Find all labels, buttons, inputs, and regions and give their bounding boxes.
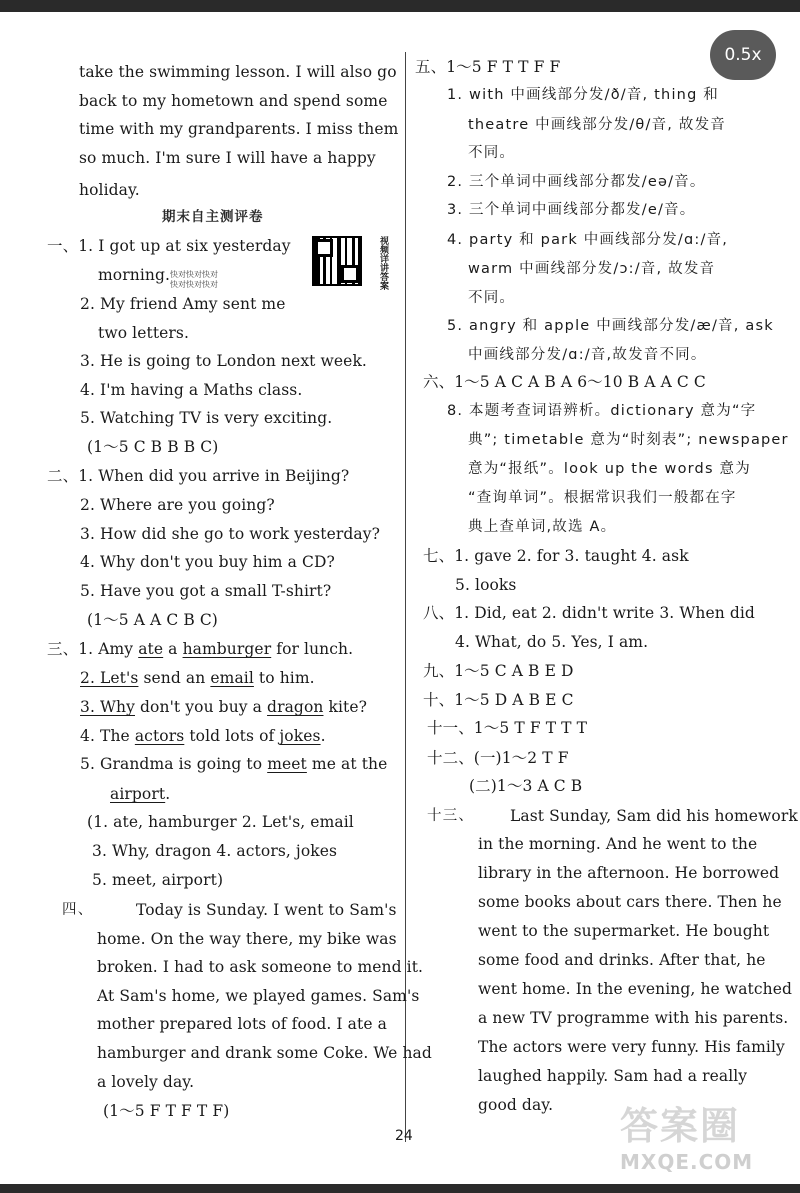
intro-line: back to my hometown and spend some: [79, 92, 388, 110]
passage-line: a new TV programme with his parents.: [478, 1009, 789, 1027]
passage-line: went home. In the evening, he watched: [478, 980, 793, 998]
zoom-badge[interactable]: 0.5x: [710, 30, 776, 80]
answer-line: 3. Why don't you buy a dragon kite?: [80, 698, 368, 716]
intro-line: time with my grandparents. I miss them: [79, 120, 399, 138]
answer-line: 5. looks: [455, 576, 517, 594]
answer-line: 5. angry 和 apple 中画线部分发/æ/音, ask: [447, 318, 774, 334]
watermark-logo: 答案圈 MXQE.COM: [620, 1104, 754, 1174]
answer-line: 3. Why, dragon 4. actors, jokes: [92, 842, 338, 860]
answer-line: 2. Where are you going?: [80, 496, 275, 514]
answer-line: 2. Let's send an email to him.: [80, 669, 315, 687]
answer-line: (1～5 F T F T F): [103, 1102, 230, 1120]
passage-line: hamburger and drank some Coke. We had: [97, 1044, 432, 1062]
answer-line: 4. What, do 5. Yes, I am.: [455, 633, 649, 651]
passage-line: laughed happily. Sam had a really: [478, 1067, 748, 1085]
answer-line: 十、1～5 D A B E C: [423, 691, 574, 709]
answer-line: 不同。: [468, 290, 516, 306]
passage-line: good day.: [478, 1096, 554, 1114]
passage-line: library in the afternoon. He borrowed: [478, 864, 780, 882]
passage-line: home. On the way there, my bike was: [97, 930, 397, 948]
passage-line: went to the supermarket. He bought: [478, 922, 770, 940]
top-border: [0, 0, 800, 12]
answer-line: 8. 本题考查词语辨析。dictionary 意为“字: [447, 403, 757, 419]
answer-line: 2. 三个单词中画线部分都发/eə/音。: [447, 174, 706, 190]
answer-line: 3. How did she go to work yesterday?: [80, 525, 381, 543]
answer-line: 4. I'm having a Maths class.: [80, 381, 303, 399]
answer-line: warm 中画线部分发/ɔ:/音, 故发音: [468, 261, 716, 277]
section-label: 十三、: [427, 808, 475, 824]
answer-line: 三、1. Amy ate a hamburger for lunch.: [47, 640, 354, 658]
passage-line: broken. I had to ask someone to mend it.: [97, 958, 424, 976]
answer-line: 2. My friend Amy sent me: [80, 295, 286, 313]
intro-line: take the swimming lesson. I will also go: [79, 63, 397, 81]
answer-line: 十二、(一)1～2 T F: [427, 749, 569, 767]
answer-line: theatre 中画线部分发/θ/音, 故发音: [468, 117, 726, 133]
answer-line: 九、1～5 C A B E D: [423, 662, 574, 680]
answer-line: 意为“报纸”。look up the words 意为: [468, 461, 751, 477]
answer-line: 一、1. I got up at six yesterday: [47, 237, 291, 255]
answer-line: 1. with 中画线部分发/ð/音, thing 和: [447, 87, 719, 103]
passage-line: Last Sunday, Sam did his homework: [510, 807, 798, 825]
answer-line: 七、1. gave 2. for 3. taught 4. ask: [423, 547, 689, 565]
answer-line: 5. Grandma is going to meet me at the: [80, 755, 388, 773]
column-divider: [405, 52, 406, 1142]
intro-line: holiday.: [79, 181, 140, 199]
passage-line: in the morning. And he went to the: [478, 835, 758, 853]
passage-line: mother prepared lots of food. I ate a: [97, 1015, 387, 1033]
answer-line: “查询单词”。根据常识我们一般都在字: [468, 490, 737, 506]
bottom-border: [0, 1184, 800, 1193]
answer-line: 3. He is going to London next week.: [80, 352, 367, 370]
answer-line: 4. The actors told lots of jokes.: [80, 727, 326, 745]
answer-line: 不同。: [468, 145, 516, 161]
intro-line: so much. I'm sure I will have a happy: [79, 149, 376, 167]
answer-line: (二)1～3 A C B: [469, 777, 583, 795]
answer-line: morning.: [98, 266, 171, 284]
answer-line: (1～5 C B B B C): [87, 438, 219, 456]
answer-line: 五、1～5 F T T F F: [415, 58, 561, 76]
answer-line: 中画线部分发/ɑ:/音,故发音不同。: [468, 347, 707, 363]
answer-line: (1～5 A A C B C): [87, 611, 218, 629]
section-label: 四、: [62, 902, 94, 918]
answer-line: 六、1～5 A C A B A 6～10 B A A C C: [423, 373, 706, 391]
passage-line: At Sam's home, we played games. Sam's: [97, 987, 420, 1005]
qr-code-icon[interactable]: [312, 236, 362, 286]
passage-line: Today is Sunday. I went to Sam's: [136, 901, 397, 919]
answer-line: 4. Why don't you buy him a CD?: [80, 553, 335, 571]
answer-line: two letters.: [98, 324, 190, 342]
passage-line: The actors were very funny. His family: [478, 1038, 785, 1056]
answer-line: airport.: [110, 785, 171, 803]
answer-line: 二、1. When did you arrive in Beijing?: [47, 467, 350, 485]
answer-line: 十一、1～5 T F T T T: [427, 719, 588, 737]
passage-line: a lovely day.: [97, 1073, 195, 1091]
passage-line: some books about cars there. Then he: [478, 893, 782, 911]
qr-side-label: 视频详讲答案: [378, 236, 388, 290]
page-number: 24: [395, 1128, 413, 1144]
answer-line: 5. Watching TV is very exciting.: [80, 409, 333, 427]
passage-line: some food and drinks. After that, he: [478, 951, 766, 969]
answer-line: 4. party 和 park 中画线部分发/ɑ:/音,: [447, 232, 729, 248]
section-title: 期末自主测评卷: [162, 209, 264, 225]
answer-line: 5. meet, airport): [92, 871, 224, 889]
qr-note: 快对快对快对 快对快对快对: [170, 270, 218, 289]
answer-line: 典上查单词,故选 A。: [468, 519, 617, 535]
answer-line: 典”; timetable 意为“时刻表”; newspaper: [468, 432, 789, 448]
answer-line: 3. 三个单词中画线部分都发/e/音。: [447, 202, 696, 218]
answer-line: 八、1. Did, eat 2. didn't write 3. When did: [423, 604, 755, 622]
answer-line: 5. Have you got a small T-shirt?: [80, 582, 332, 600]
answer-line: (1. ate, hamburger 2. Let's, email: [87, 813, 354, 831]
